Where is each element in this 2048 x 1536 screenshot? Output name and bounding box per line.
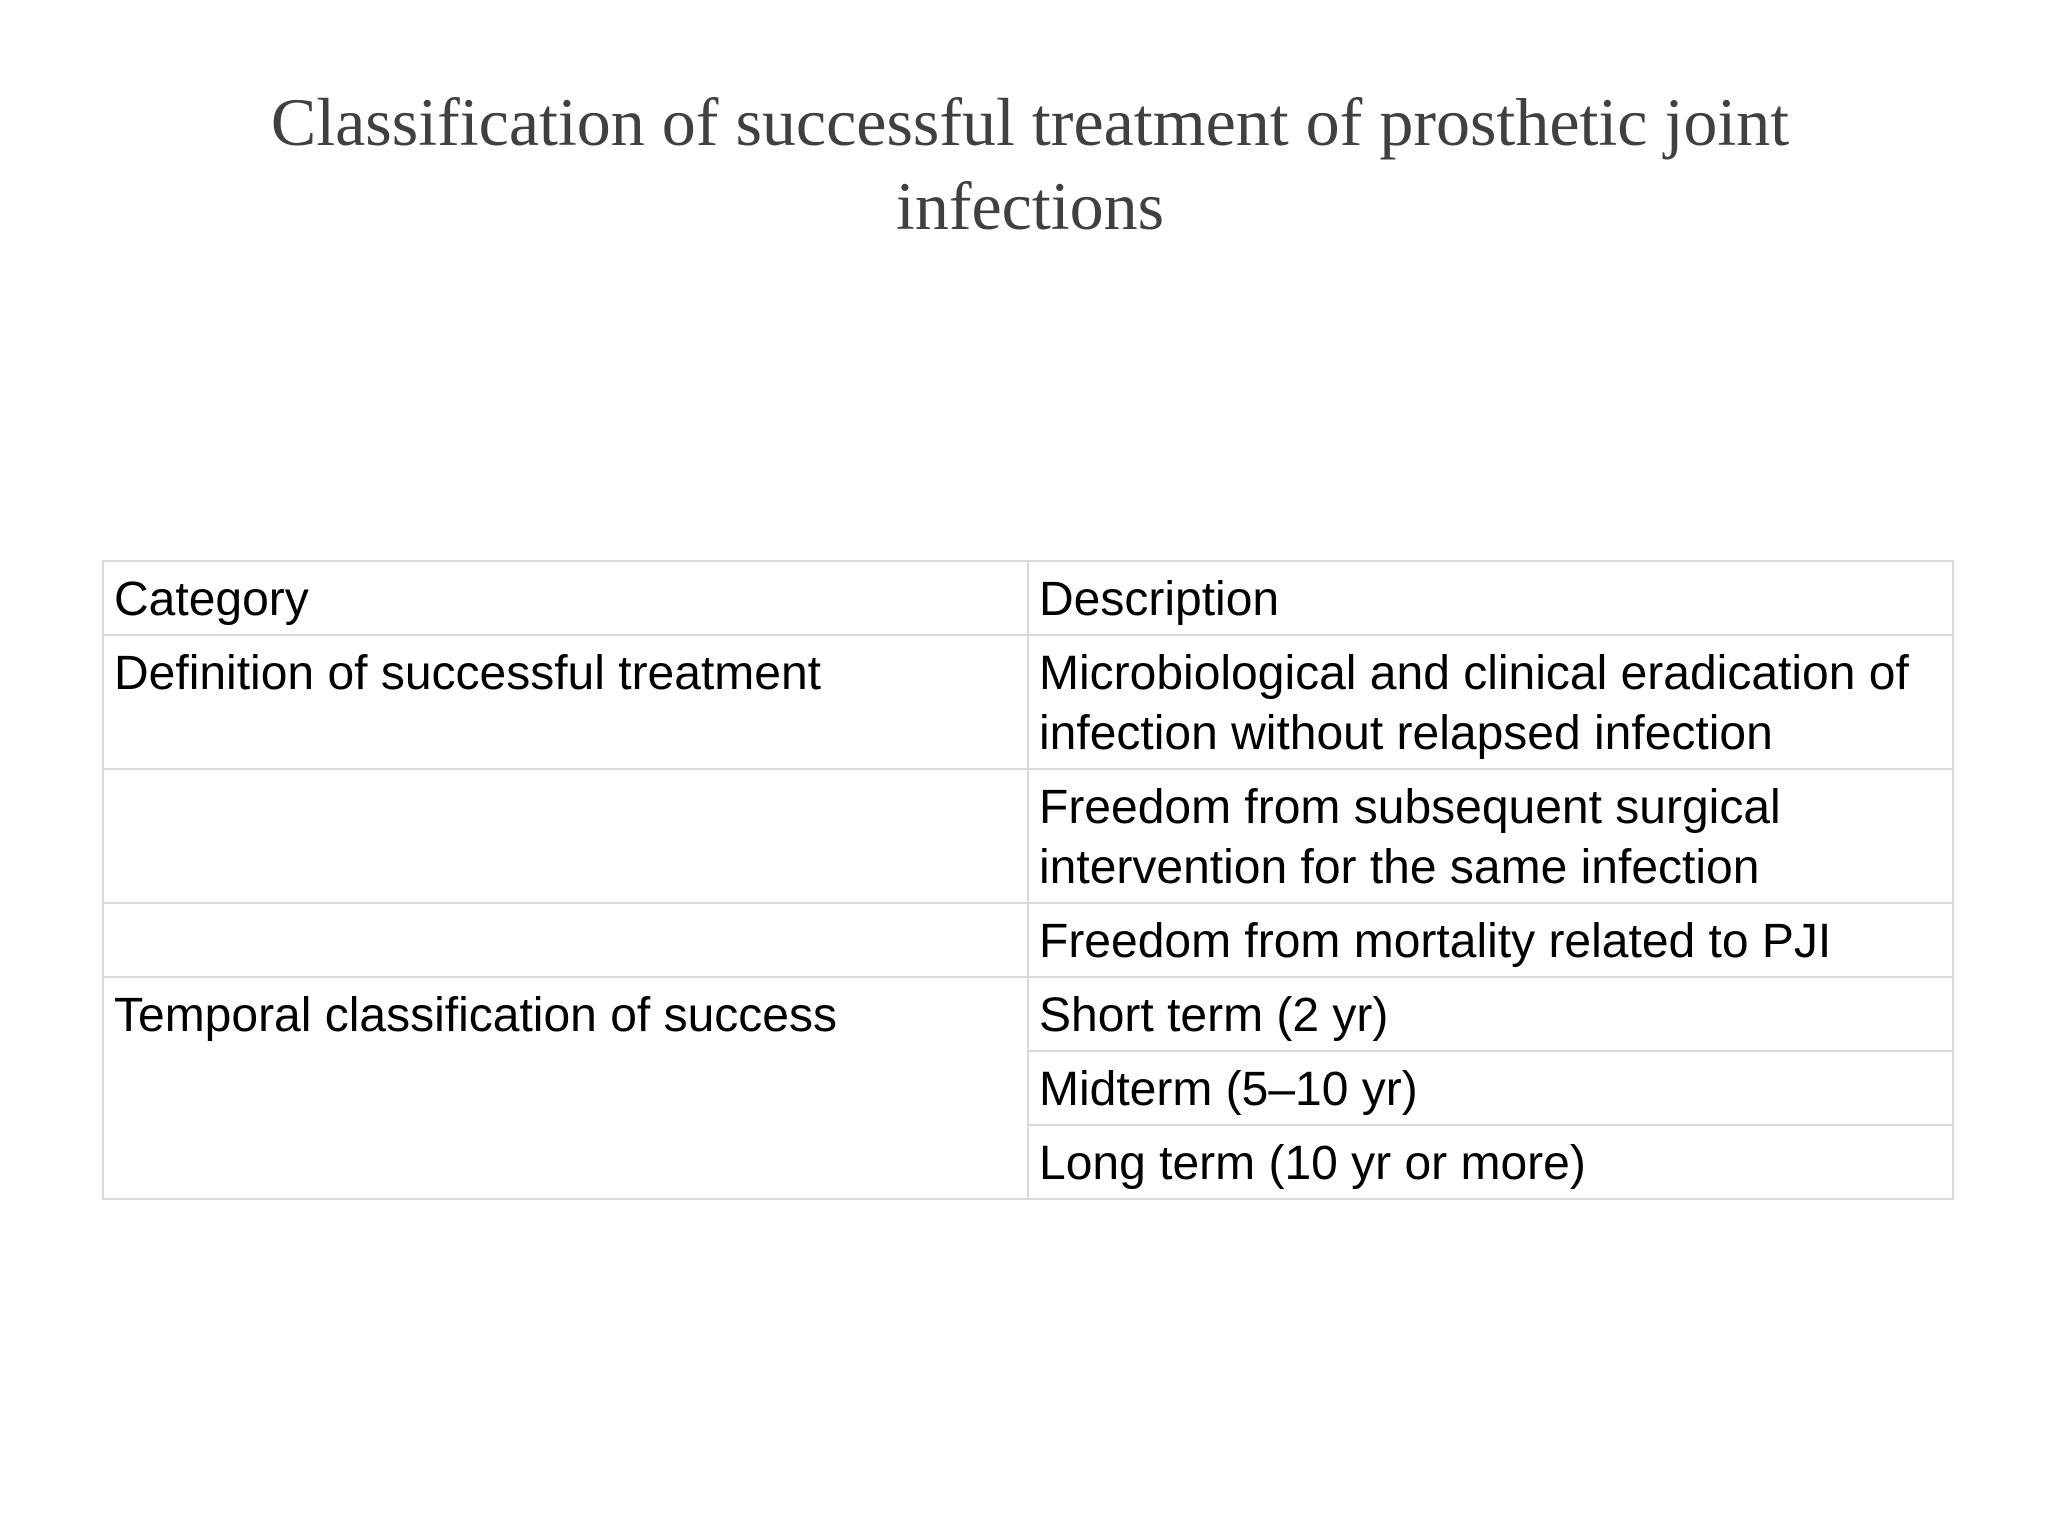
- header-category: Category: [103, 561, 1028, 635]
- description-cell: Freedom from mortality related to PJI: [1028, 903, 1953, 977]
- table-row: [103, 769, 1953, 903]
- description-cell: Long term (10 yr or more): [1028, 1125, 1953, 1199]
- description-cell: Freedom from subsequent surgical intervention for the same infection: [1028, 769, 1953, 903]
- category-cell: [103, 903, 1028, 977]
- category-cell: Definition of successful treatment: [103, 635, 1028, 769]
- table-row: [103, 977, 1953, 1051]
- classification-table: [102, 560, 1954, 1200]
- category-cell: [103, 769, 1028, 903]
- description-cell: Midterm (5–10 yr): [1028, 1051, 1953, 1125]
- description-cell: Short term (2 yr): [1028, 977, 1953, 1051]
- description-cell: Microbiological and clinical eradication of infection without relapsed infection: [1028, 635, 1953, 769]
- table-row: [103, 635, 1953, 769]
- classification-table-container: [102, 560, 1952, 1200]
- header-description: Description: [1028, 561, 1953, 635]
- category-cell-temporal: Temporal classification of success: [103, 977, 1028, 1199]
- slide-title: Classification of successful treatment of prosthetic joint infections: [270, 84, 1790, 244]
- table-row: [103, 903, 1953, 977]
- table-header-row: [103, 561, 1953, 635]
